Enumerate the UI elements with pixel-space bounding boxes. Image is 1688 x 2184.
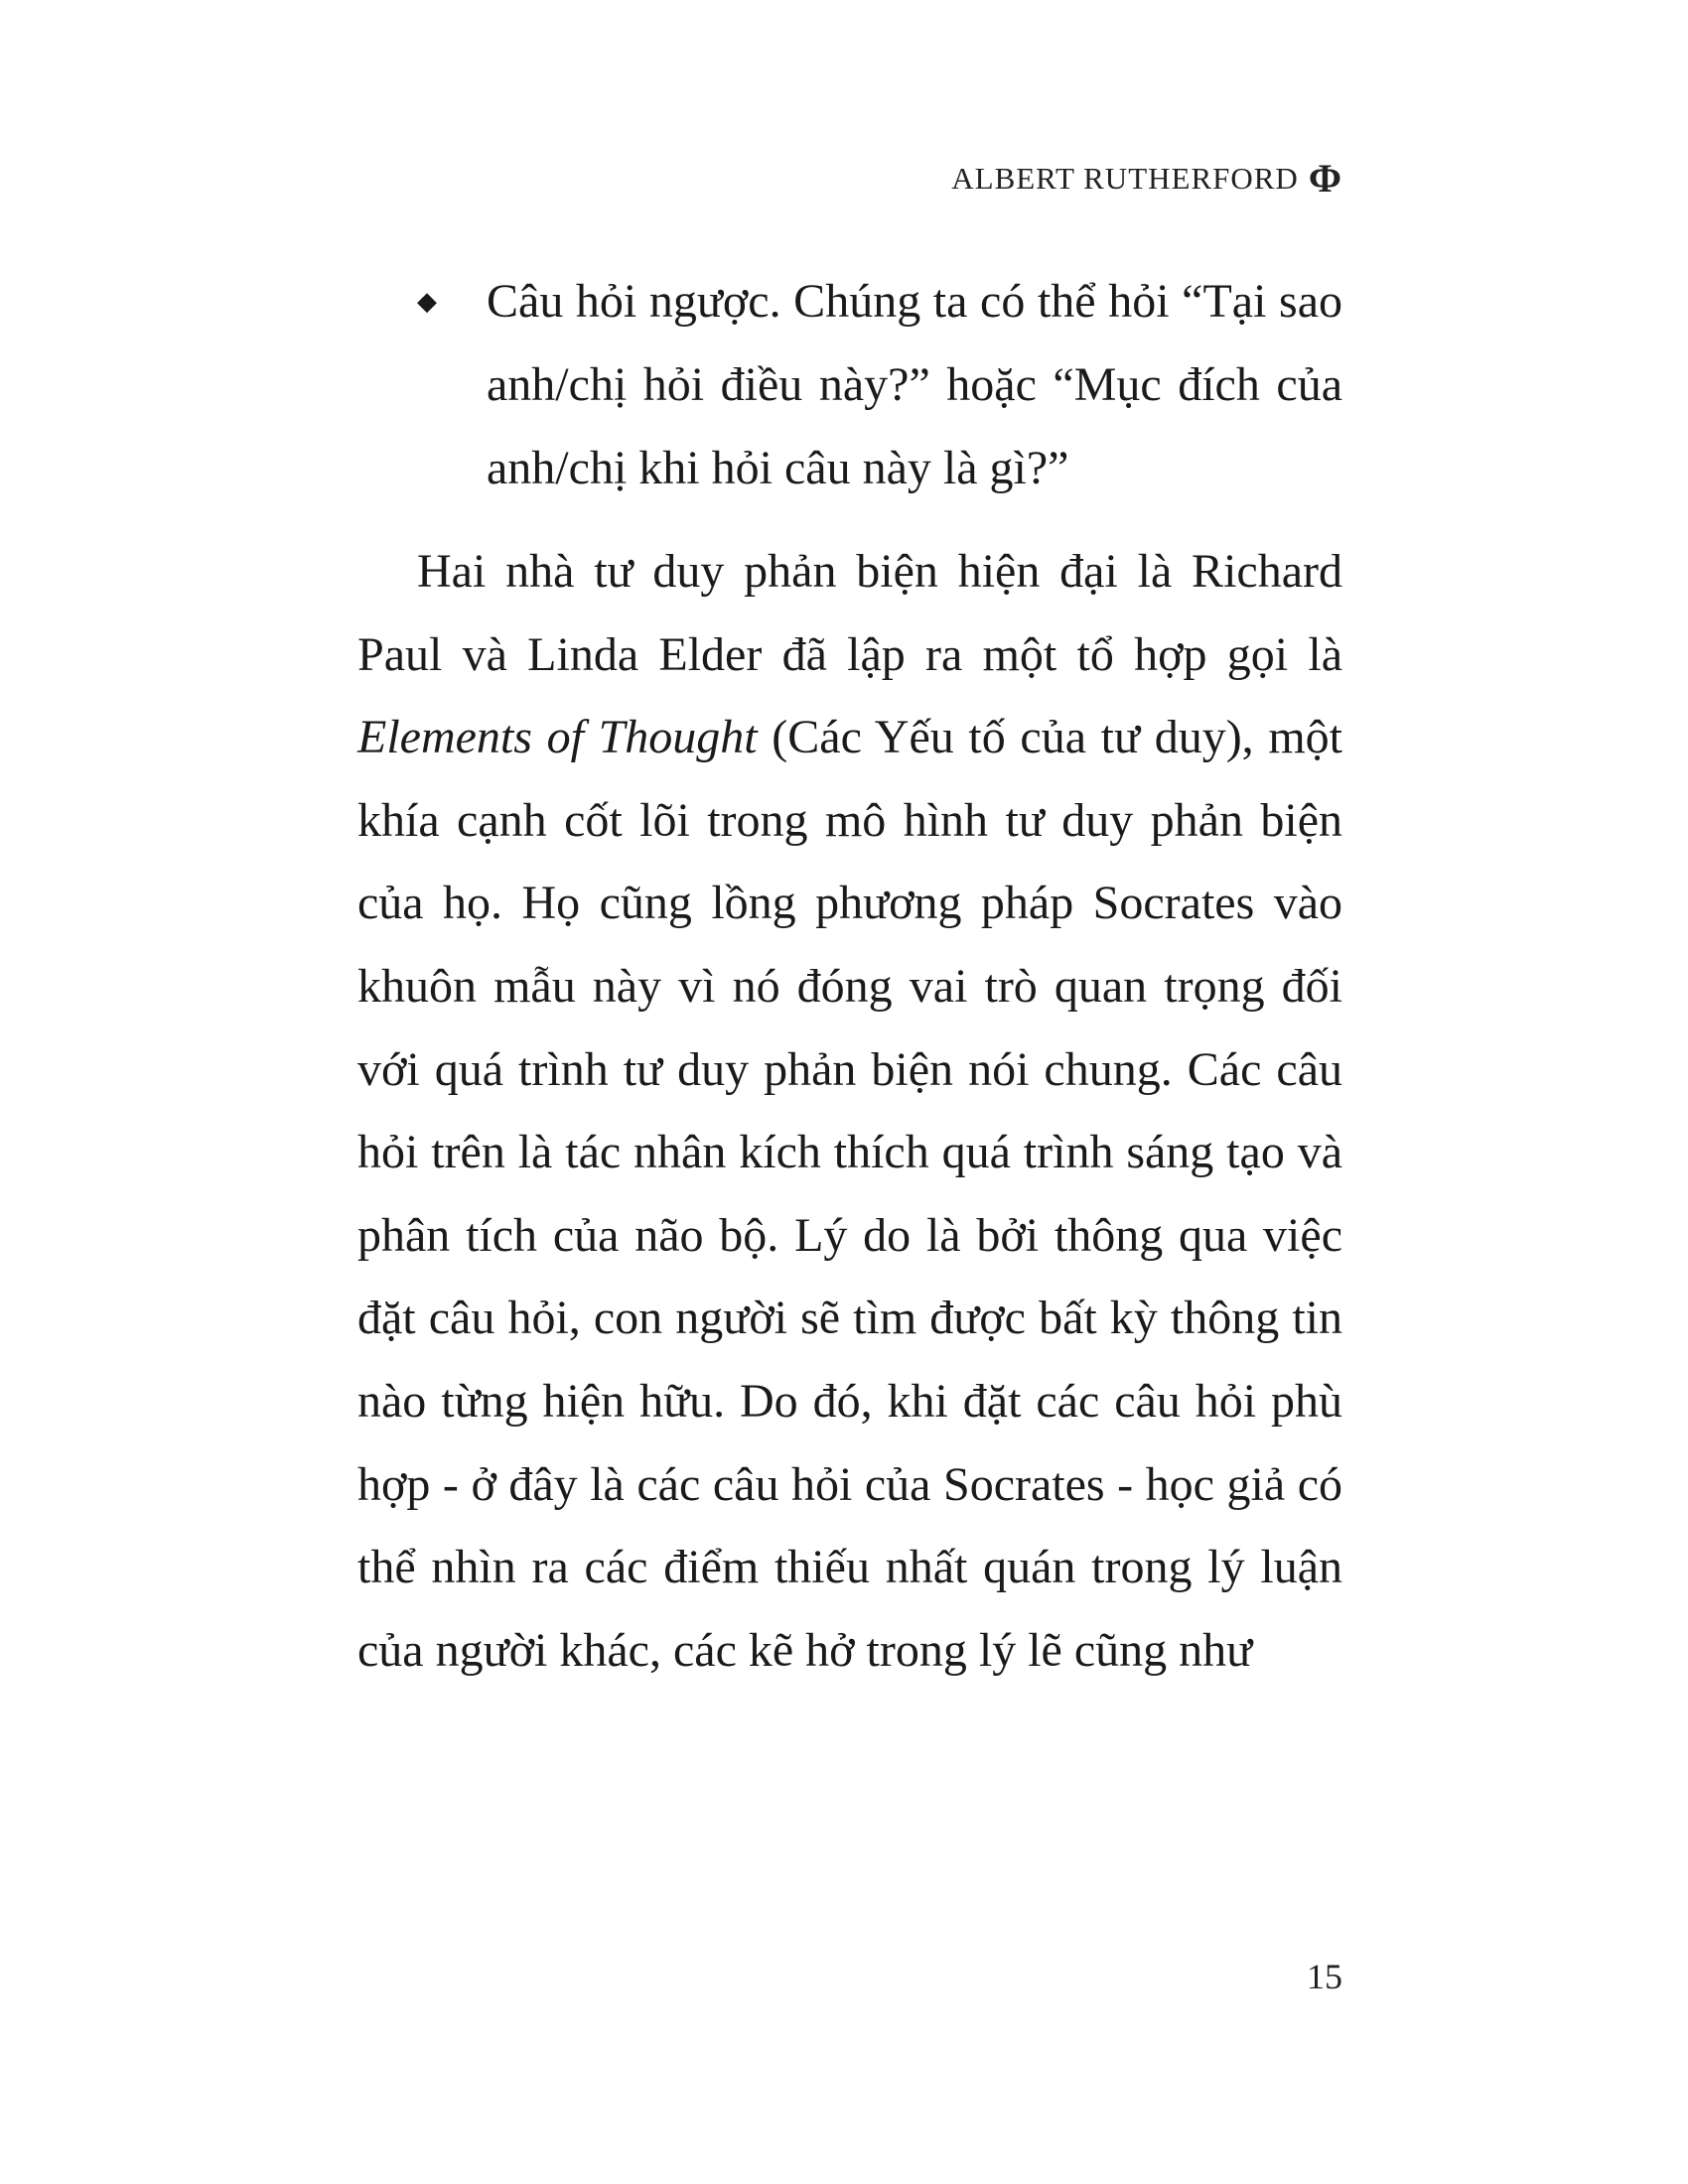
running-header (951, 156, 1342, 201)
phi-logo-icon: Φ (1308, 156, 1342, 201)
bullet-text: Câu hỏi ngược. Chúng ta có thể hỏi “Tại sao anh/chị hỏi điều này?” hoặc “Mục đích của anh/chị khi hỏi câu này là gì?” (487, 275, 1342, 494)
diamond-bullet-icon: ◆ (417, 287, 437, 316)
paragraph-text-end: (Các Yếu tố của tư duy), một khía cạnh cốt lõi trong mô hình tư duy phản biện của họ. Họ cũng lồng phương pháp Socrates vào khuôn mẫu này vì nó đóng vai trò quan trọng đối với quá trình tư duy phản biện nói chung. Các câu hỏi trên là tác nhân kích thích quá trình sáng tạo và phân tích của não bộ. Lý do là bởi thông qua việc đặt câu hỏi, con người sẽ tìm được bất kỳ thông tin nào từng hiện hữu. Do đó, khi đặt các câu hỏi phù hợp - ở đây là các câu hỏi của Socrates - học giả có thể nhìn ra các điểm thiếu nhất quán trong lý luận của người khác, các kẽ hở trong lý lẽ cũng như (357, 711, 1343, 1677)
book-title-italic: Elements of Thought (357, 711, 758, 764)
header-author: ALBERT RUTHERFORD (951, 161, 1299, 196)
bullet-item (417, 260, 1342, 510)
body-paragraph (357, 530, 1342, 1692)
page-number: 15 (1307, 1957, 1342, 1996)
paragraph-text-start: Hai nhà tư duy phản biện hiện đại là Richard Paul và Linda Elder đã lập ra một tổ hợp gọi là (357, 545, 1342, 681)
